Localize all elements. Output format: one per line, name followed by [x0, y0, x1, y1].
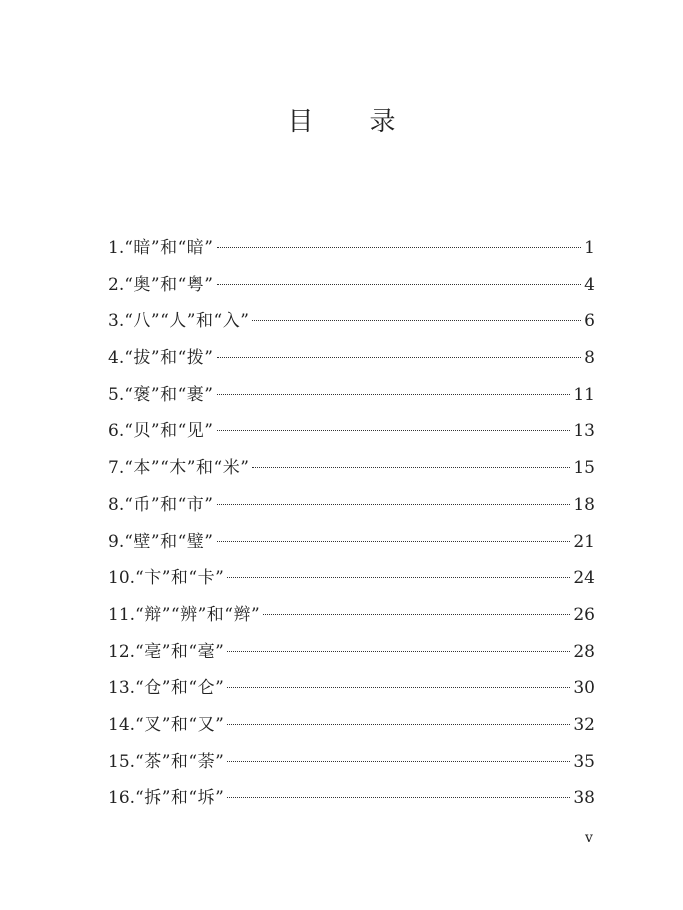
dot-leader — [227, 797, 570, 798]
toc-entry-page: 13 — [573, 421, 595, 442]
toc-entry-page: 28 — [573, 641, 595, 662]
toc-entry-5[interactable] — [108, 377, 595, 414]
toc-entry-page: 21 — [573, 531, 595, 552]
title-char: 目 — [287, 107, 314, 138]
toc-entry-page: 18 — [573, 494, 595, 515]
dot-leader — [217, 284, 582, 285]
dot-leader — [227, 761, 570, 762]
dot-leader — [217, 541, 571, 542]
toc-entry-number: 16. — [108, 788, 136, 809]
toc-entry-8[interactable] — [108, 487, 595, 524]
toc-entry-16[interactable] — [108, 780, 595, 817]
toc-entry-label: “褒”和“裹” — [124, 384, 214, 405]
toc-entry-label: “仓”和“仑” — [135, 678, 225, 699]
toc-entry-page: 38 — [573, 788, 595, 809]
toc-entry-label: “本”“木”和“米” — [124, 458, 250, 479]
toc-entry-page: 8 — [584, 348, 595, 369]
dot-leader — [217, 357, 582, 358]
toc-entry-13[interactable] — [108, 670, 595, 707]
toc-entry-15[interactable] — [108, 744, 595, 781]
toc-entry-number: 11. — [108, 604, 136, 625]
toc-entry-page: 26 — [573, 604, 595, 625]
toc-entry-page: 6 — [584, 311, 595, 332]
toc-entry-6[interactable] — [108, 413, 595, 450]
dot-leader — [252, 467, 570, 468]
toc-entry-2[interactable] — [108, 267, 595, 304]
toc-entry-label: “茶”和“荼” — [135, 751, 225, 772]
toc-entry-page: 11 — [573, 384, 595, 405]
toc-entry-10[interactable] — [108, 560, 595, 597]
toc-entry-number: 13. — [108, 678, 136, 699]
toc-entry-7[interactable] — [108, 450, 595, 487]
toc-entry-label: “八”“人”和“入” — [124, 311, 250, 332]
table-of-contents — [108, 230, 595, 817]
toc-entry-number: 3. — [108, 311, 125, 332]
toc-entry-label: “币”和“市” — [124, 494, 214, 515]
toc-entry-label: “壁”和“璧” — [124, 531, 214, 552]
toc-entry-number: 9. — [108, 531, 125, 552]
toc-entry-number: 5. — [108, 384, 125, 405]
toc-entry-page: 1 — [584, 238, 595, 258]
toc-entry-label: “辩”“辨”和“辫” — [135, 604, 261, 625]
toc-entry-4[interactable] — [108, 340, 595, 377]
toc-entry-page: 35 — [573, 751, 595, 772]
toc-entry-12[interactable] — [108, 634, 595, 671]
toc-entry-page: 4 — [584, 274, 595, 295]
toc-entry-label: “贝”和“见” — [124, 421, 214, 442]
dot-leader — [217, 504, 571, 505]
dot-leader — [217, 394, 571, 395]
toc-entry-label: “奥”和“粤” — [124, 274, 214, 295]
toc-entry-11[interactable] — [108, 597, 595, 634]
dot-leader — [217, 430, 571, 431]
dot-leader — [217, 247, 582, 248]
toc-entry-number: 10. — [108, 568, 136, 589]
toc-entry-label: “拔”和“拨” — [124, 348, 214, 369]
toc-entry-1[interactable] — [108, 230, 595, 267]
dot-leader — [227, 651, 570, 652]
toc-entry-14[interactable] — [108, 707, 595, 744]
toc-entry-label: “叉”和“又” — [135, 714, 225, 735]
toc-entry-page: 32 — [573, 714, 595, 735]
toc-entry-number: 12. — [108, 641, 136, 662]
toc-entry-number: 1. — [108, 238, 125, 258]
toc-entry-page: 30 — [573, 678, 595, 699]
toc-entry-label: “拆”和“坼” — [135, 788, 225, 809]
toc-entry-9[interactable] — [108, 524, 595, 561]
dot-leader — [227, 577, 570, 578]
dot-leader — [227, 687, 570, 688]
title-char: 录 — [369, 107, 396, 138]
toc-entry-label: “卞”和“卡” — [135, 568, 225, 589]
toc-entry-number: 6. — [108, 421, 125, 442]
toc-entry-number: 2. — [108, 274, 125, 295]
page-title — [0, 101, 683, 138]
toc-entry-number: 4. — [108, 348, 125, 369]
toc-entry-number: 14. — [108, 714, 136, 735]
toc-entry-page: 15 — [573, 458, 595, 479]
page-folio: v — [585, 830, 593, 846]
toc-entry-3[interactable] — [108, 303, 595, 340]
dot-leader — [227, 724, 570, 725]
toc-entry-number: 8. — [108, 494, 125, 515]
toc-entry-label: “亳”和“毫” — [135, 641, 225, 662]
toc-entry-label: “暗”和“暗” — [124, 238, 214, 258]
toc-entry-number: 15. — [108, 751, 136, 772]
toc-entry-number: 7. — [108, 458, 125, 479]
dot-leader — [252, 320, 581, 321]
dot-leader — [263, 614, 570, 615]
toc-entry-page: 24 — [573, 568, 595, 589]
